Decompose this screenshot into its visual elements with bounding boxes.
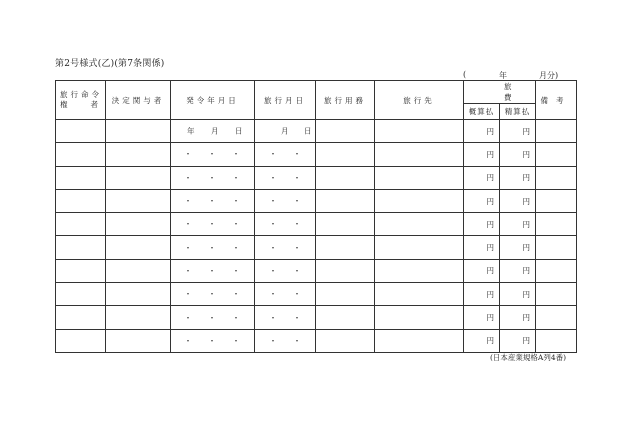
cell-purpose[interactable] bbox=[316, 236, 375, 259]
header-issue-date: 発令年月日 bbox=[171, 81, 255, 120]
cell-travel-date[interactable] bbox=[255, 236, 316, 259]
cell-issue-date[interactable] bbox=[171, 236, 255, 259]
travel-date-dot: ・ bbox=[269, 173, 277, 183]
issue-date-dot: ・ bbox=[208, 173, 216, 183]
travel-date-dot: ・ bbox=[293, 289, 301, 299]
table-row bbox=[56, 166, 577, 189]
header-travel-date: 旅行月日 bbox=[255, 81, 316, 120]
cell-estimated-paid[interactable]: 円 bbox=[464, 306, 500, 329]
travel-date-dot: ・ bbox=[293, 149, 301, 159]
cell-settled-paid[interactable]: 円 bbox=[500, 236, 536, 259]
cell-authority[interactable] bbox=[56, 283, 106, 306]
cell-remarks[interactable] bbox=[536, 120, 577, 143]
cell-purpose[interactable] bbox=[316, 213, 375, 236]
travel-date-dot: ・ bbox=[269, 266, 277, 276]
travel-date-dot: ・ bbox=[269, 243, 277, 253]
table-row bbox=[56, 259, 577, 282]
cell-estimated-paid[interactable]: 円 bbox=[464, 236, 500, 259]
cell-issue-date[interactable] bbox=[171, 120, 255, 143]
issue-month-label: 月 bbox=[211, 126, 219, 136]
cell-travel-date[interactable] bbox=[255, 283, 316, 306]
issue-date-dot: ・ bbox=[184, 289, 192, 299]
cell-destination[interactable] bbox=[375, 329, 464, 352]
cell-purpose[interactable] bbox=[316, 259, 375, 282]
travel-date-dot: ・ bbox=[269, 289, 277, 299]
issue-date-dot: ・ bbox=[208, 266, 216, 276]
issue-date-dot: ・ bbox=[232, 243, 240, 253]
issue-date-dot: ・ bbox=[208, 336, 216, 346]
cell-issue-date[interactable] bbox=[171, 259, 255, 282]
cell-purpose[interactable] bbox=[316, 120, 375, 143]
cell-estimated-paid[interactable]: 円 bbox=[464, 329, 500, 352]
issue-date-dot: ・ bbox=[232, 266, 240, 276]
travel-date-dot: ・ bbox=[269, 149, 277, 159]
cell-purpose[interactable] bbox=[316, 143, 375, 166]
travel-date-dot: ・ bbox=[293, 266, 301, 276]
cell-travel-date[interactable] bbox=[255, 213, 316, 236]
form-title: 第2号様式(乙)(第7条関係) bbox=[55, 59, 165, 69]
cell-travel-date[interactable] bbox=[255, 189, 316, 212]
cell-authority[interactable] bbox=[56, 236, 106, 259]
travel-date-dot: ・ bbox=[293, 219, 301, 229]
header-settled-paid: 精算払 bbox=[500, 104, 536, 120]
issue-date-dot: ・ bbox=[184, 149, 192, 159]
cell-remarks[interactable] bbox=[536, 143, 577, 166]
cell-authority[interactable] bbox=[56, 143, 106, 166]
cell-issue-date[interactable] bbox=[171, 143, 255, 166]
cell-destination[interactable] bbox=[375, 236, 464, 259]
travel-day-label: 日 bbox=[304, 126, 312, 136]
cell-issue-date[interactable] bbox=[171, 166, 255, 189]
cell-authority[interactable] bbox=[56, 306, 106, 329]
cell-settled-paid[interactable]: 円 bbox=[500, 120, 536, 143]
cell-settled-paid[interactable]: 円 bbox=[500, 189, 536, 212]
cell-issue-date[interactable] bbox=[171, 213, 255, 236]
travel-date-dot: ・ bbox=[269, 313, 277, 323]
cell-destination[interactable] bbox=[375, 189, 464, 212]
issue-date-dot: ・ bbox=[184, 196, 192, 206]
table-row bbox=[56, 213, 577, 236]
header-remarks: 備考 bbox=[536, 81, 577, 120]
cell-authority[interactable] bbox=[56, 329, 106, 352]
cell-purpose[interactable] bbox=[316, 329, 375, 352]
cell-settled-paid[interactable]: 円 bbox=[500, 283, 536, 306]
cell-settled-paid[interactable]: 円 bbox=[500, 166, 536, 189]
header-travel-expense: 旅費 bbox=[464, 81, 536, 104]
cell-decision[interactable] bbox=[106, 143, 171, 166]
issue-date-dot: ・ bbox=[232, 219, 240, 229]
travel-date-dot: ・ bbox=[269, 196, 277, 206]
cell-settled-paid[interactable]: 円 bbox=[500, 329, 536, 352]
cell-travel-date[interactable] bbox=[255, 329, 316, 352]
table-row bbox=[56, 236, 577, 259]
travel-date-dot: ・ bbox=[293, 336, 301, 346]
table-row bbox=[56, 189, 577, 212]
issue-date-dot: ・ bbox=[208, 313, 216, 323]
cell-destination[interactable] bbox=[375, 143, 464, 166]
cell-remarks[interactable] bbox=[536, 213, 577, 236]
cell-authority[interactable] bbox=[56, 166, 106, 189]
cell-remarks[interactable] bbox=[536, 236, 577, 259]
cell-destination[interactable] bbox=[375, 283, 464, 306]
issue-date-dot: ・ bbox=[208, 196, 216, 206]
issue-date-dot: ・ bbox=[232, 336, 240, 346]
cell-settled-paid[interactable]: 円 bbox=[500, 306, 536, 329]
cell-issue-date[interactable] bbox=[171, 283, 255, 306]
cell-authority[interactable] bbox=[56, 259, 106, 282]
cell-decision[interactable] bbox=[106, 189, 171, 212]
cell-destination[interactable] bbox=[375, 259, 464, 282]
cell-authority[interactable] bbox=[56, 213, 106, 236]
travel-date-dot: ・ bbox=[293, 173, 301, 183]
cell-decision[interactable] bbox=[106, 306, 171, 329]
travel-date-dot: ・ bbox=[293, 196, 301, 206]
header-authority-line2: 権者 bbox=[60, 100, 101, 109]
cell-remarks[interactable] bbox=[536, 189, 577, 212]
period-year-label: 年 bbox=[499, 71, 507, 80]
cell-remarks[interactable] bbox=[536, 259, 577, 282]
issue-date-dot: ・ bbox=[184, 219, 192, 229]
cell-authority[interactable] bbox=[56, 120, 106, 143]
cell-issue-date[interactable] bbox=[171, 329, 255, 352]
header-destination: 旅行先 bbox=[375, 81, 464, 120]
table-row bbox=[56, 329, 577, 352]
cell-remarks[interactable] bbox=[536, 283, 577, 306]
cell-travel-date[interactable] bbox=[255, 143, 316, 166]
header-authority-line1: 旅行命令 bbox=[60, 90, 102, 99]
period-open-paren: ( bbox=[463, 70, 467, 79]
cell-estimated-paid[interactable]: 円 bbox=[464, 213, 500, 236]
period-month-label: 月分) bbox=[539, 71, 559, 80]
table-row bbox=[56, 143, 577, 166]
issue-day-label: 日 bbox=[235, 126, 243, 136]
cell-decision[interactable] bbox=[106, 166, 171, 189]
issue-date-dot: ・ bbox=[208, 243, 216, 253]
cell-purpose[interactable] bbox=[316, 189, 375, 212]
cell-estimated-paid[interactable]: 円 bbox=[464, 189, 500, 212]
travel-date-dot: ・ bbox=[269, 336, 277, 346]
issue-date-dot: ・ bbox=[232, 313, 240, 323]
header-authority bbox=[56, 81, 106, 120]
cell-estimated-paid[interactable]: 円 bbox=[464, 166, 500, 189]
issue-date-dot: ・ bbox=[208, 219, 216, 229]
cell-settled-paid[interactable]: 円 bbox=[500, 213, 536, 236]
travel-record-table bbox=[55, 80, 577, 353]
issue-year-label: 年 bbox=[187, 126, 195, 136]
cell-decision[interactable] bbox=[106, 283, 171, 306]
cell-travel-date[interactable] bbox=[255, 306, 316, 329]
cell-destination[interactable] bbox=[375, 213, 464, 236]
cell-decision[interactable] bbox=[106, 213, 171, 236]
cell-decision[interactable] bbox=[106, 329, 171, 352]
header-decision: 決定関与者 bbox=[106, 81, 171, 120]
cell-destination[interactable] bbox=[375, 120, 464, 143]
issue-date-dot: ・ bbox=[184, 336, 192, 346]
cell-authority[interactable] bbox=[56, 189, 106, 212]
table-row bbox=[56, 120, 577, 143]
issue-date-dot: ・ bbox=[184, 173, 192, 183]
issue-date-dot: ・ bbox=[184, 243, 192, 253]
cell-estimated-paid[interactable]: 円 bbox=[464, 143, 500, 166]
cell-destination[interactable] bbox=[375, 166, 464, 189]
issue-date-dot: ・ bbox=[208, 149, 216, 159]
cell-remarks[interactable] bbox=[536, 306, 577, 329]
cell-purpose[interactable] bbox=[316, 306, 375, 329]
issue-date-dot: ・ bbox=[208, 289, 216, 299]
cell-travel-date[interactable] bbox=[255, 120, 316, 143]
travel-date-dot: ・ bbox=[293, 243, 301, 253]
issue-date-dot: ・ bbox=[232, 149, 240, 159]
travel-month-label: 月 bbox=[281, 126, 289, 136]
travel-date-dot: ・ bbox=[269, 219, 277, 229]
cell-purpose[interactable] bbox=[316, 166, 375, 189]
table-row bbox=[56, 283, 577, 306]
cell-issue-date[interactable] bbox=[171, 189, 255, 212]
cell-settled-paid[interactable]: 円 bbox=[500, 259, 536, 282]
cell-travel-date[interactable] bbox=[255, 166, 316, 189]
issue-date-dot: ・ bbox=[232, 173, 240, 183]
cell-settled-paid[interactable]: 円 bbox=[500, 143, 536, 166]
cell-estimated-paid[interactable]: 円 bbox=[464, 120, 500, 143]
cell-destination[interactable] bbox=[375, 306, 464, 329]
issue-date-dot: ・ bbox=[184, 313, 192, 323]
cell-purpose[interactable] bbox=[316, 283, 375, 306]
cell-estimated-paid[interactable]: 円 bbox=[464, 283, 500, 306]
cell-decision[interactable] bbox=[106, 120, 171, 143]
cell-estimated-paid[interactable]: 円 bbox=[464, 259, 500, 282]
travel-date-dot: ・ bbox=[293, 313, 301, 323]
cell-remarks[interactable] bbox=[536, 329, 577, 352]
table-row bbox=[56, 306, 577, 329]
issue-date-dot: ・ bbox=[232, 289, 240, 299]
standard-note: (日本産業規格A列4番) bbox=[490, 353, 567, 362]
header-estimated-paid: 概算払 bbox=[464, 104, 500, 120]
cell-remarks[interactable] bbox=[536, 166, 577, 189]
issue-date-dot: ・ bbox=[232, 196, 240, 206]
cell-decision[interactable] bbox=[106, 236, 171, 259]
cell-travel-date[interactable] bbox=[255, 259, 316, 282]
issue-date-dot: ・ bbox=[184, 266, 192, 276]
table-header-row bbox=[56, 81, 577, 104]
cell-issue-date[interactable] bbox=[171, 306, 255, 329]
cell-decision[interactable] bbox=[106, 259, 171, 282]
header-purpose: 旅行用務 bbox=[316, 81, 375, 120]
